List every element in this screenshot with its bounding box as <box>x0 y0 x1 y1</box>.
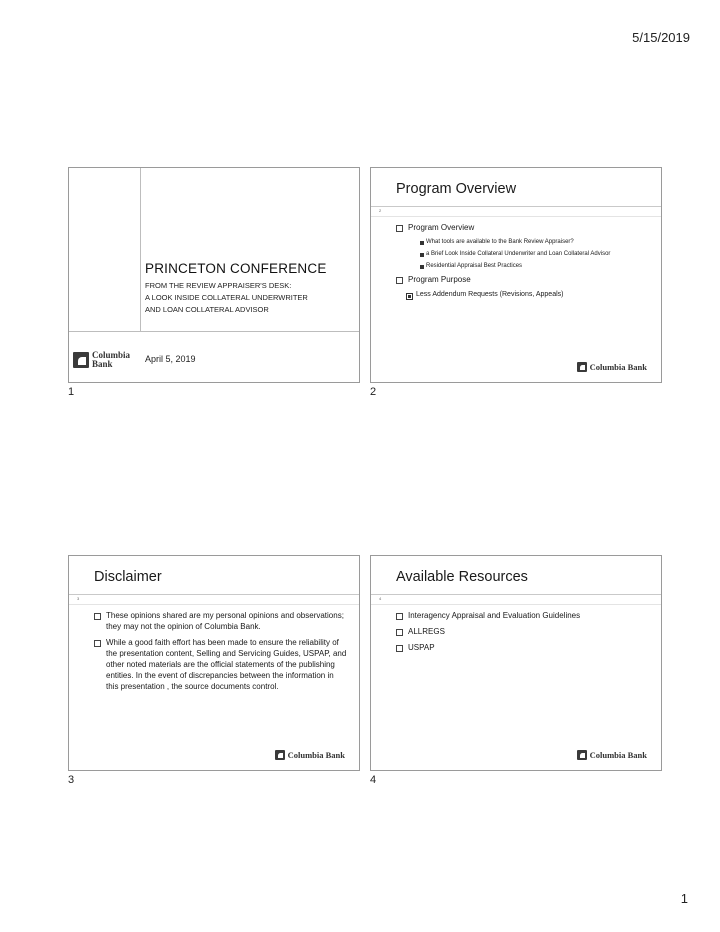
slide-number: 4 <box>370 774 377 786</box>
slide-divider-vertical <box>140 168 141 332</box>
subtitle-line: AND LOAN COLLATERAL ADVISOR <box>145 305 269 314</box>
title-rule-secondary <box>371 216 661 217</box>
subtitle-line: A LOOK INSIDE COLLATERAL UNDERWRITER <box>145 293 308 302</box>
slide-2-body <box>396 222 649 303</box>
title-rule-secondary <box>371 604 661 605</box>
columbia-bank-logo <box>73 351 130 369</box>
page-date: 5/15/2019 <box>632 30 690 45</box>
slide-3 <box>68 555 360 771</box>
slide-1-subtitle <box>145 280 345 316</box>
slide-number: 2 <box>370 386 377 398</box>
bullet: These opinions shared are my personal opinions and observations; they may not the opinion of Columbia Bank. <box>94 610 347 632</box>
slide-2 <box>370 167 662 383</box>
title-rule <box>371 206 661 207</box>
slide-4-body <box>396 610 649 658</box>
slide-inner-number: 3 <box>77 596 80 601</box>
subtitle-line: FROM THE REVIEW APPRAISER'S DESK: <box>145 281 292 290</box>
slide-4 <box>370 555 662 771</box>
slide-divider-horizontal <box>69 331 359 332</box>
columbia-bank-logo: Columbia Bank <box>275 750 345 760</box>
slide-1 <box>68 167 360 383</box>
bullet: Program Overview <box>396 222 649 233</box>
columbia-bank-logo: Columbia Bank <box>577 750 647 760</box>
page-number: 1 <box>680 891 688 906</box>
title-rule <box>371 594 661 595</box>
columbia-bank-logo-icon <box>577 362 587 372</box>
slide-3-body <box>94 610 347 697</box>
sub-bullet: Less Addendum Requests (Revisions, Appeals) <box>396 290 649 300</box>
slide-3-title: Disclaimer <box>94 569 162 585</box>
slide-4-title: Available Resources <box>396 569 528 585</box>
slide-inner-number: 4 <box>379 596 382 601</box>
sub-bullet: Residential Appraisal Best Practices <box>396 262 649 271</box>
slide-inner-number: 2 <box>379 208 382 213</box>
bullet: Program Purpose <box>396 274 649 285</box>
columbia-bank-logo: Columbia Bank <box>577 362 647 372</box>
slide-1-title: PRINCETON CONFERENCE <box>145 261 327 276</box>
bullet: ALLREGS <box>396 626 649 637</box>
title-rule <box>69 594 359 595</box>
sub-bullet: What tools are available to the Bank Review Appraiser? <box>396 238 649 247</box>
bullet: While a good faith effort has been made to ensure the reliability of the presentation content, Selling and Servicing Guides, USPAP, and other noted materials are the official statements of the publishing entities. In the event of discrepancies between the information in this presentation , the source documents control. <box>94 637 347 692</box>
slide-1-date: April 5, 2019 <box>145 354 196 364</box>
title-rule-secondary <box>69 604 359 605</box>
columbia-bank-logo-icon <box>275 750 285 760</box>
slide-2-title: Program Overview <box>396 181 517 197</box>
columbia-bank-logo-icon <box>577 750 587 760</box>
bullet: USPAP <box>396 642 649 653</box>
columbia-bank-logo-icon <box>73 352 89 368</box>
slide-number: 3 <box>68 774 75 786</box>
sub-bullet: a Brief Look Inside Collateral Underwriter and Loan Collateral Advisor <box>396 250 649 259</box>
slide-number: 1 <box>68 386 75 398</box>
bullet: Interagency Appraisal and Evaluation Guidelines <box>396 610 649 621</box>
logo-text: Columbia Bank <box>92 350 131 369</box>
